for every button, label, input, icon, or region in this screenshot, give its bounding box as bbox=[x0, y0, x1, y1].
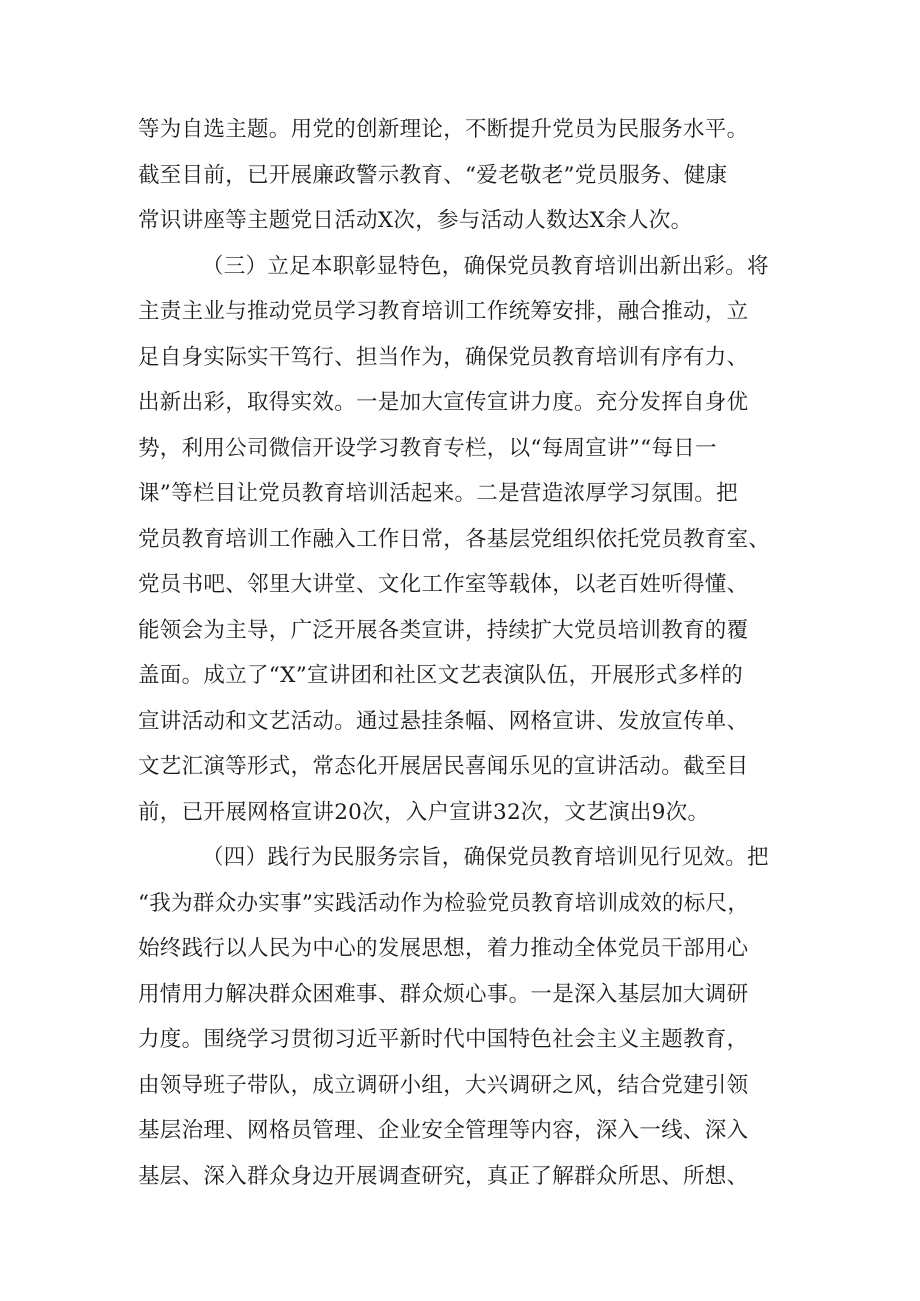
section-heading-line: （四）践行为民服务宗旨，确保党员教育培训见行见效。把 bbox=[202, 845, 769, 870]
text-line: 能领会为主导，广泛开展各类宣讲，持续扩大党员培训教育的覆 bbox=[138, 617, 749, 643]
text-line: 党员书吧、邻里大讲堂、文化工作室等载体，以老百姓听得懂、 bbox=[138, 572, 749, 597]
text-line: 出新出彩，取得实效。一是加大宣传宣讲力度。充分发挥自身优 bbox=[138, 390, 749, 415]
text-line: 等为自选主题。用党的创新理论，不断提升党员为民服务水平。 bbox=[138, 117, 749, 142]
text-line: 课”等栏目让党员教育培训活起来。二是营造浓厚学习氛围。把 bbox=[138, 481, 738, 506]
text-line: 力度。围绕学习贯彻习近平新时代中国特色社会主义主题教育， bbox=[138, 1027, 749, 1052]
text-line: 文艺汇演等形式，常态化开展居民喜闻乐见的宣讲活动。截至目 bbox=[138, 754, 749, 779]
text-line: 基层治理、网格员管理、企业安全管理等内容，深入一线、深入 bbox=[138, 1118, 749, 1143]
text-line: 主责主业与推动党员学习教育培训工作统筹安排，融合推动，立 bbox=[138, 299, 749, 324]
text-line: 盖面。成立了“X”宣讲团和社区文艺表演队伍，开展形式多样的 bbox=[138, 663, 743, 688]
text-line: 党员教育培训工作融入工作日常，各基层党组织依托党员教育室、 bbox=[138, 526, 771, 552]
text-line: 常识讲座等主题党日活动X次，参与活动人数达X余人次。 bbox=[138, 208, 693, 233]
text-line: 足自身实际实干笃行、担当作为，确保党员教育培训有序有力、 bbox=[138, 344, 749, 370]
text-line: 由领导班子带队，成立调研小组，大兴调研之风，结合党建引领 bbox=[138, 1072, 749, 1098]
text-line: 宣讲活动和文艺活动。通过悬挂条幅、网格宣讲、发放宣传单、 bbox=[138, 708, 749, 734]
text-line: 用情用力解决群众困难事、群众烦心事。一是深入基层加大调研 bbox=[138, 981, 749, 1007]
text-line: 截至目前，已开展廉政警示教育、“爱老敬老”党员服务、健康 bbox=[138, 162, 728, 188]
text-line: 势，利用公司微信开设学习教育专栏，以“每周宣讲”“每日一 bbox=[138, 435, 717, 461]
text-line: 基层、深入群众身边开展调查研究，真正了解群众所思、所想、 bbox=[138, 1163, 749, 1189]
body-text bbox=[138, 107, 798, 1199]
section-heading-line: （三）立足本职彰显特色，确保党员教育培训出新出彩。将 bbox=[202, 253, 769, 279]
text-line: 前，已开展网格宣讲20次，入户宣讲32次，文艺演出9次。 bbox=[138, 799, 710, 825]
text-line: 始终践行以人民为中心的发展思想，着力推动全体党员干部用心 bbox=[138, 936, 749, 961]
text-line: “我为群众办实事”实践活动作为检验党员教育培训成效的标尺， bbox=[138, 890, 750, 916]
